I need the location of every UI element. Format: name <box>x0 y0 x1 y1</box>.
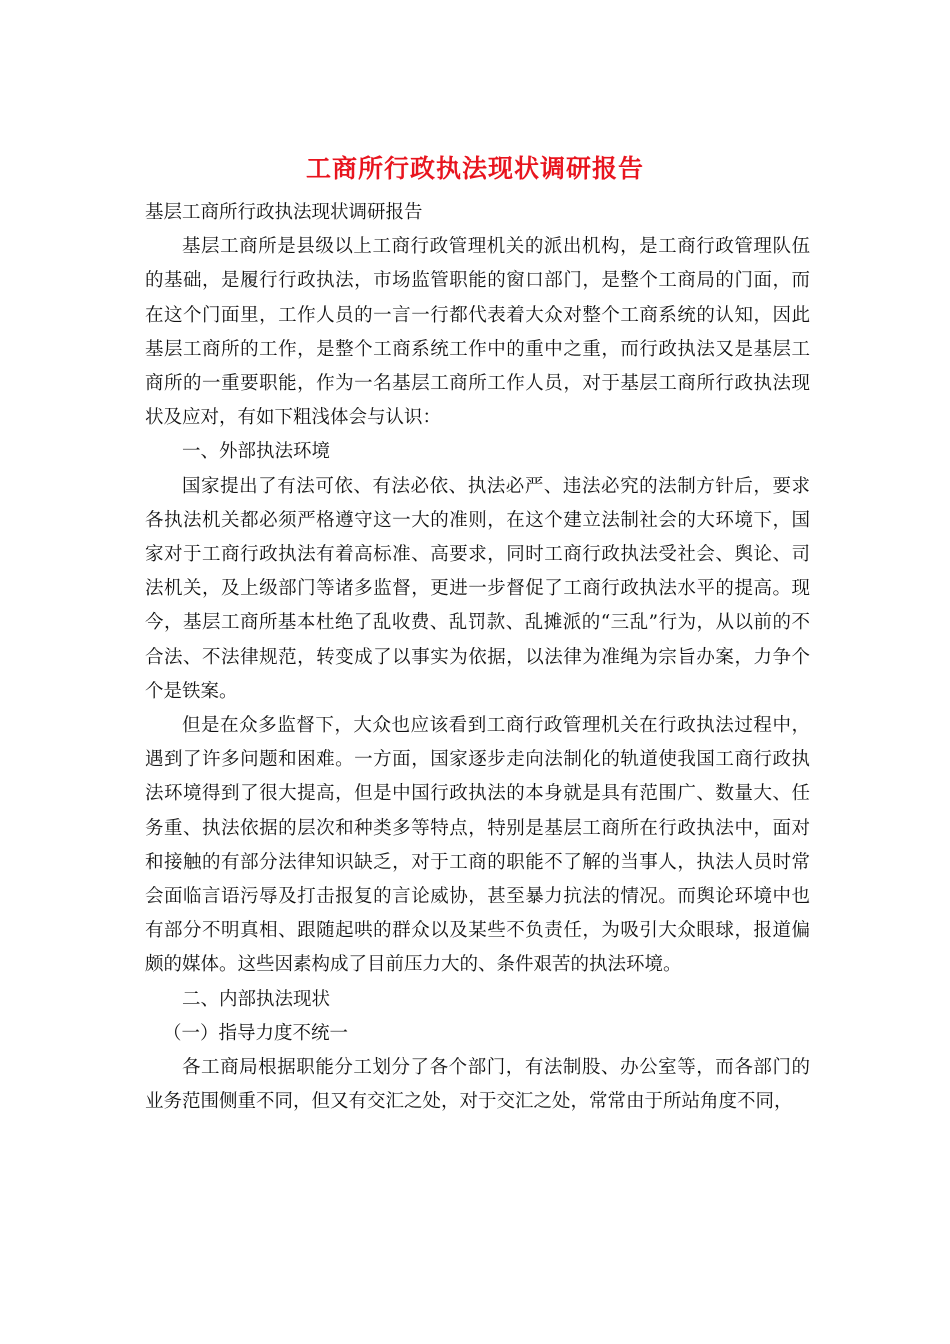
document-title: 工商所行政执法现状调研报告 <box>305 154 644 183</box>
paragraph-guidance-1: 各工商局根据职能分工划分了各个部门，有法制股、办公室等，而各部门的业务范围侧重不同，但又有交汇之处，对于交汇之处，常常由于所站角度不同， <box>145 1057 810 1113</box>
document-subtitle: 基层工商所行政执法现状调研报告 <box>145 202 423 223</box>
section-heading-external: 一、外部执法环境 <box>182 441 331 463</box>
paragraph-external-1: 国家提出了有法可依、有法必依、执法必严、违法必究的法制方针后，要求各执法机关都必须严格遵守这一大的准则，在这个建立法制社会的大环境下，国家对于工商行政执法有着高标准、高要求，同时工商行政执法受社会、舆论、司法机关，及上级部门等诸多监督，更进一步督促了工商行政执法水平的提高。现今，基层工商所基本杜绝了乱收费、乱罚款、乱摊派的“三乱”行为，从以前的不合法、不法律规范，转变成了以事实为依据，以法律为准绳为宗旨办案，力争个个是铁案。 <box>145 475 810 702</box>
section-heading-internal: 二、内部执法现状 <box>182 988 331 1010</box>
paragraph-intro: 基层工商所是县级以上工商行政管理机关的派出机构，是工商行政管理队伍的基础，是履行行政执法，市场监管职能的窗口部门，是整个工商局的门面，而在这个门面里，工作人员的一言一行都代表着大众对整个工商系统的认知，因此基层工商所的工作，是整个工商系统工作中的重中之重，而行政执法又是基层工商所的一重要职能，作为一名基层工商所工作人员，对于基层工商所行政执法现状及应对，有如下粗浅体会与认识： <box>145 236 810 429</box>
subsection-heading-guidance: （一）指导力度不统一 <box>163 1022 349 1044</box>
document-body <box>145 196 810 1119</box>
paragraph-external-2: 但是在众多监督下，大众也应该看到工商行政管理机关在行政执法过程中，遇到了许多问题和困难。一方面，国家逐步走向法制化的轨道使我国工商行政执法环境得到了很大提高，但是中国行政执法的本身就是具有范围广、数量大、任务重、执法依据的层次和种类多等特点，特别是基层工商所在行政执法中，面对和接触的有部分法律知识缺乏，对于工商的职能不了解的当事人，执法人员时常会面临言语污辱及打击报复的言论威协，甚至暴力抗法的情况。而舆论环境中也有部分不明真相、跟随起哄的群众以及某些不负责任，为吸引大众眼球，报道偏颇的媒体。这些因素构成了目前压力大的、条件艰苦的执法环境。 <box>145 715 810 976</box>
